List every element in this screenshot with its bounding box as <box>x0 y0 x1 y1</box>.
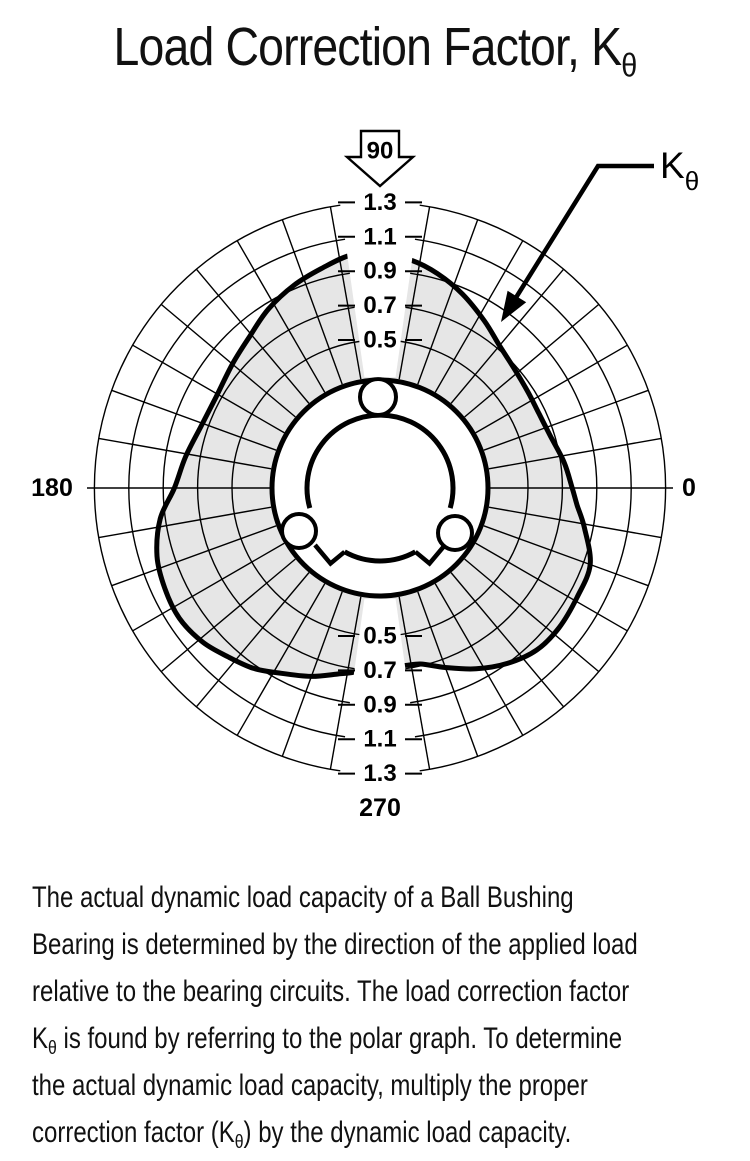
radial-tick-label: 1.3 <box>363 760 397 788</box>
ball-circuit-top <box>360 379 396 415</box>
radial-tick-label: 0.9 <box>363 691 397 719</box>
paragraph-line: Bearing is determined by the direction of the applied load <box>32 927 638 961</box>
paragraph-line: The actual dynamic load capacity of a Ball Bushing <box>32 881 574 914</box>
description-paragraph <box>32 879 638 1161</box>
paragraph-line: the actual dynamic load capacity, multiply the proper <box>32 1068 588 1102</box>
radial-tick-label: 0.5 <box>363 326 397 354</box>
paragraph-line: correction factor $(K_\theta)$ by the dynamic load capacity. <box>32 1115 572 1153</box>
title-subscript: θ <box>621 47 637 85</box>
callout-label-main: K <box>660 145 685 186</box>
radial-tick-label: 1.1 <box>363 223 397 251</box>
ball-circuit-lower-left <box>282 514 316 548</box>
callout-label-subscript: θ <box>684 166 700 196</box>
paragraph-line: relative to the bearing circuits. The load correction factor <box>32 974 630 1008</box>
title-main: Load Correction Factor, K <box>113 17 622 77</box>
bearing-cross-section <box>270 378 491 599</box>
callout-leader-line <box>512 166 654 304</box>
callout-label <box>660 145 699 196</box>
angle-label-270: 270 <box>359 794 401 822</box>
radial-tick-label: 0.9 <box>363 257 397 285</box>
angle-label-90: 90 <box>366 137 394 165</box>
k-theta-callout <box>501 145 699 322</box>
paragraph-line: $K_\theta$ is found by referring to the polar graph. To determine <box>32 1021 623 1059</box>
radial-tick-label: 0.7 <box>363 656 397 684</box>
load-direction-arrow <box>347 131 413 186</box>
radial-tick-label: 0.7 <box>363 292 397 320</box>
radial-tick-label: 0.5 <box>363 622 397 650</box>
ball-circuit-lower-right <box>438 516 472 550</box>
angle-label-0: 0 <box>682 474 696 502</box>
angle-label-180: 180 <box>31 474 73 502</box>
radial-tick-label: 1.3 <box>363 188 397 216</box>
radial-tick-label: 1.1 <box>363 725 397 753</box>
